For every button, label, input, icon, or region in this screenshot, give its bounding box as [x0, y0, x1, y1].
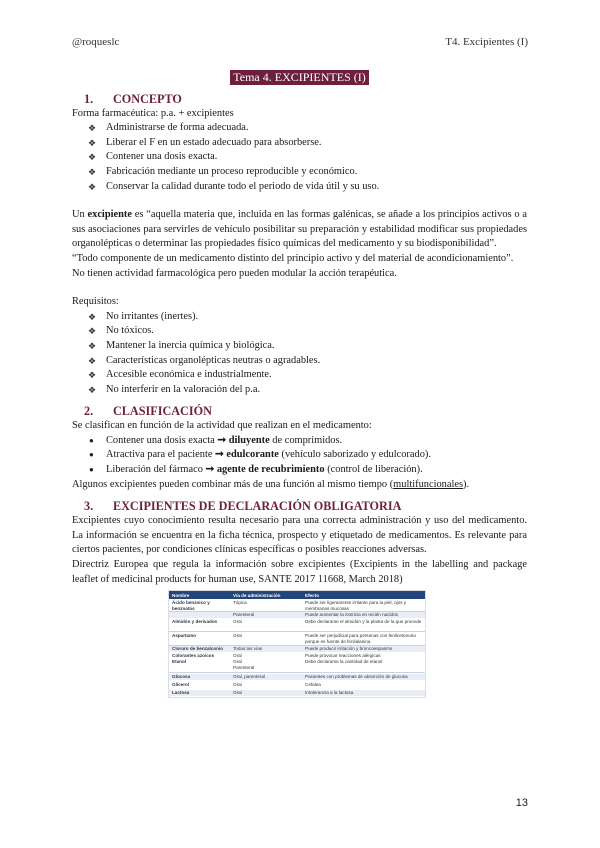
header-chapter: T4. Excipientes (I): [445, 36, 528, 48]
page-header: [72, 36, 528, 52]
excipient-definition: Un excipiente es “aquella materia que, incluida en las formas galénicas, se añade a los principios activos o a sus asociaciones para servirles de vehículo posibilitar su preparación y estabilidad modificar sus propiedades organolépticas o determinar las propiedades físico químicas del medicamento y su biodisponibilidad”.: [72, 209, 528, 250]
table-row: Lactosa Oral Intolerancia a la lactosa: [169, 690, 425, 695]
list-item: ❖ No tóxicos.: [78, 324, 527, 339]
excipient-note: No tienen actividad farmacológica pero pueden modular la acción terapéutica.: [72, 267, 397, 279]
list-item: ❖ Características organolépticas neutras o agradables.: [78, 354, 527, 369]
section-heading-declaracion: 3. EXCIPIENTES DE DECLARACIÓN OBLIGATORIA: [84, 499, 402, 514]
concept-intro: Forma farmacéutica: p.a. + excipientes: [72, 107, 234, 119]
list-item: ❖ Fabricación mediante un proceso reproducible y económico.: [78, 165, 527, 180]
table-header-row: Nombre Vía de administración Efecto: [169, 591, 425, 599]
table-row: Etanol Oral Debe declararse la cantidad de etanol: [172, 659, 383, 665]
excipients-table: [168, 590, 426, 698]
classification-intro: Se clasifican en función de la actividad que realizan en el medicamento:: [72, 420, 372, 432]
excipient-definition-2: “Todo componente de un medicamento distinto del principio activo y del material de acondicionamiento”.: [72, 252, 514, 264]
table-row: Cloruro de benzalconio Todas las vías Puede producir irritación y broncoespasmo: [169, 646, 425, 651]
table-row: Almidón y derivados Oral Debe declararse el almidón y la planta de la que procede: [172, 619, 422, 625]
header-author: @roqueslc: [72, 36, 120, 48]
requirements-list: [72, 310, 527, 398]
list-item: ● Liberación del fármaco ➞ agente de recubrimiento (control de liberación).: [78, 463, 527, 478]
list-item: ❖ Conservar la calidad durante todo el periodo de vida útil y su uso.: [78, 180, 527, 195]
table-row: Glucosa Oral, parenteral Pacientes con problemas de absorción de glucosa: [169, 674, 425, 679]
classification-outro: Algunos excipientes pueden combinar más de una función al mismo tiempo (multifuncionales).: [72, 478, 470, 490]
table-row: Parenteral: [233, 665, 255, 671]
classification-list: [72, 434, 527, 478]
list-item: ❖ Liberar el F en un estado adecuado para absorberse.: [78, 136, 527, 151]
term-multifuncionales: multifuncionales: [393, 478, 464, 490]
list-item: ❖ Mantener la inercia química y biológica.: [78, 339, 527, 354]
list-item: ❖ Accesible económica e industrialmente.: [78, 368, 527, 383]
table-row: Colorantes azoicos Oral Puede provocar reacciones alérgicas: [172, 653, 381, 659]
list-item: ❖ No interferir en la valoración del p.a.: [78, 383, 527, 398]
table-row: Ácido benzoico y benzoatos Tópica Puede ser ligeramente irritante para la piel, ojos y membranas mucosas: [172, 600, 407, 611]
concept-list: [72, 121, 527, 194]
declaration-paragraph: Excipientes cuyo conocimiento resulta necesario para una correcta administración y uso del medicamento. La información se encuentra en la ficha técnica, prospecto y etiquetado de medicamentos. Es relevante para ciertos pacientes, por condiciones clínicas específicas o posibles reacciones adversas.: [72, 515, 527, 556]
document-title: Tema 4. EXCIPIENTES (I): [230, 70, 368, 85]
directive-paragraph: Directriz Europea que regula la información sobre excipientes (Excipients in the labelling and package leaflet of medicinal products for human use, SANTE 2017 11668, March 2018): [72, 559, 527, 585]
list-item: ❖ Contener una dosis exacta.: [78, 150, 527, 165]
table-row: Aspartamo Oral Puede ser perjudicial para personas con fenilcetonuria porque es fuente de fenilalanina: [172, 633, 416, 644]
term-excipiente: excipiente: [87, 209, 132, 221]
table-row: Parenteral Puede aumentar la ictericia en recién nacidos: [169, 612, 425, 617]
section-heading-concepto: 1. CONCEPTO: [84, 91, 182, 106]
list-item: ❖ Administrarse de forma adecuada.: [78, 121, 527, 136]
section-heading-clasificacion: 2. CLASIFICACIÓN: [84, 404, 212, 419]
list-item: ❖ No irritantes (inertes).: [78, 310, 527, 325]
table-row: Glicerol Oral Cefalea: [172, 682, 321, 688]
list-item: ● Contener una dosis exacta ➞ diluyente de comprimidos.: [78, 434, 527, 449]
list-item: ● Atractiva para el paciente ➞ edulcorante (vehículo saborizado y edulcorado).: [78, 448, 527, 463]
document-body: [72, 70, 527, 698]
requirements-label: Requisitos:: [72, 296, 119, 308]
page-number: 13: [515, 797, 528, 809]
